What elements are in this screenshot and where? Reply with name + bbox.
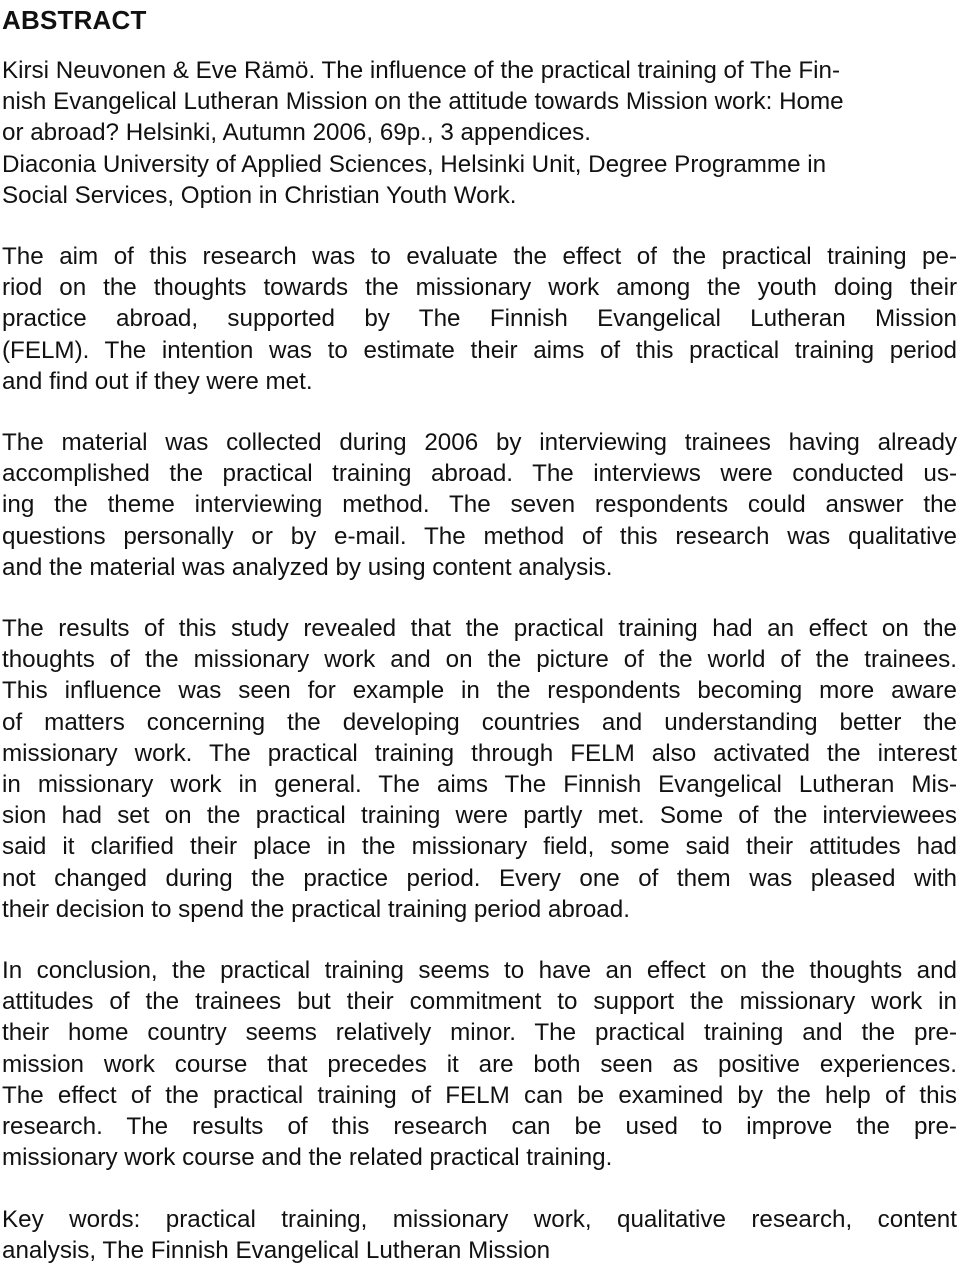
material-line: ing the theme interviewing method. The seven respondents could answer the: [2, 491, 957, 519]
conclusion-line: research. The results of this research can be used to improve the pre-: [2, 1113, 957, 1141]
results-line: of matters concerning the developing countries and understanding better the: [2, 708, 957, 736]
citation-line: or abroad? Helsinki, Autumn 2006, 69p., 3 appendices.: [2, 119, 591, 147]
material-line: accomplished the practical training abroad. The interviews were conducted us-: [2, 460, 957, 488]
results-line: said it clarified their place in the missionary field, some said their attitudes had: [2, 833, 957, 861]
material-line: The material was collected during 2006 by interviewing trainees having already: [2, 429, 957, 457]
conclusion-line: In conclusion, the practical training seems to have an effect on the thoughts and: [2, 957, 957, 985]
results-line: not changed during the practice period. Every one of them was pleased with: [2, 864, 957, 892]
citation-line: Diaconia University of Applied Sciences, Helsinki Unit, Degree Programme in: [2, 150, 827, 178]
results-paragraph: [2, 613, 957, 925]
aim-line: practice abroad, supported by The Finnish Evangelical Lutheran Mission: [2, 305, 957, 333]
keywords-line: analysis, The Finnish Evangelical Lutheran Mission: [2, 1236, 551, 1264]
citation-line: Social Services, Option in Christian Youth Work.: [2, 181, 517, 209]
results-line: their decision to spend the practical training period abroad.: [2, 895, 630, 923]
citation-paragraph: [2, 55, 957, 211]
material-paragraph: [2, 427, 957, 583]
material-line: and the material was analyzed by using content analysis.: [2, 553, 613, 581]
aim-line: The aim of this research was to evaluate the effect of the practical training pe-: [2, 243, 957, 271]
keywords-paragraph: [2, 1204, 957, 1266]
conclusion-line: The effect of the practical training of FELM can be examined by the help of this: [2, 1081, 957, 1109]
aim-paragraph: [2, 241, 957, 397]
keywords-line: Key words: practical training, missionary work, qualitative research, content: [2, 1205, 957, 1233]
conclusion-paragraph: [2, 955, 957, 1173]
results-line: The results of this study revealed that the practical training had an effect on the: [2, 615, 957, 643]
results-line: thoughts of the missionary work and on the picture of the world of the trainees.: [2, 646, 957, 674]
conclusion-line: missionary work course and the related practical training.: [2, 1144, 613, 1172]
abstract-page: [2, 0, 957, 1266]
aim-line: and find out if they were met.: [2, 367, 313, 395]
conclusion-line: attitudes of the trainees but their commitment to support the missionary work in: [2, 988, 957, 1016]
citation-line: Kirsi Neuvonen & Eve Rämö. The influence of the practical training of The Fin-: [2, 57, 841, 84]
aim-line: riod on the thoughts towards the missionary work among the youth doing their: [2, 274, 957, 302]
conclusion-line: mission work course that precedes it are both seen as positive experiences.: [2, 1050, 957, 1078]
citation-line: nish Evangelical Lutheran Mission on the attitude towards Mission work: Home: [2, 88, 844, 116]
aim-line: (FELM). The intention was to estimate their aims of this practical training period: [2, 336, 957, 364]
results-line: in missionary work in general. The aims The Finnish Evangelical Lutheran Mis-: [2, 771, 957, 799]
results-line: missionary work. The practical training through FELM also activated the interest: [2, 739, 957, 767]
abstract-heading: ABSTRACT: [2, 5, 147, 35]
material-line: questions personally or by e-mail. The method of this research was qualitative: [2, 522, 957, 550]
conclusion-line: their home country seems relatively minor. The practical training and the pre-: [2, 1019, 957, 1047]
results-line: sion had set on the practical training were partly met. Some of the interviewees: [2, 802, 957, 830]
results-line: This influence was seen for example in the respondents becoming more aware: [2, 677, 957, 705]
